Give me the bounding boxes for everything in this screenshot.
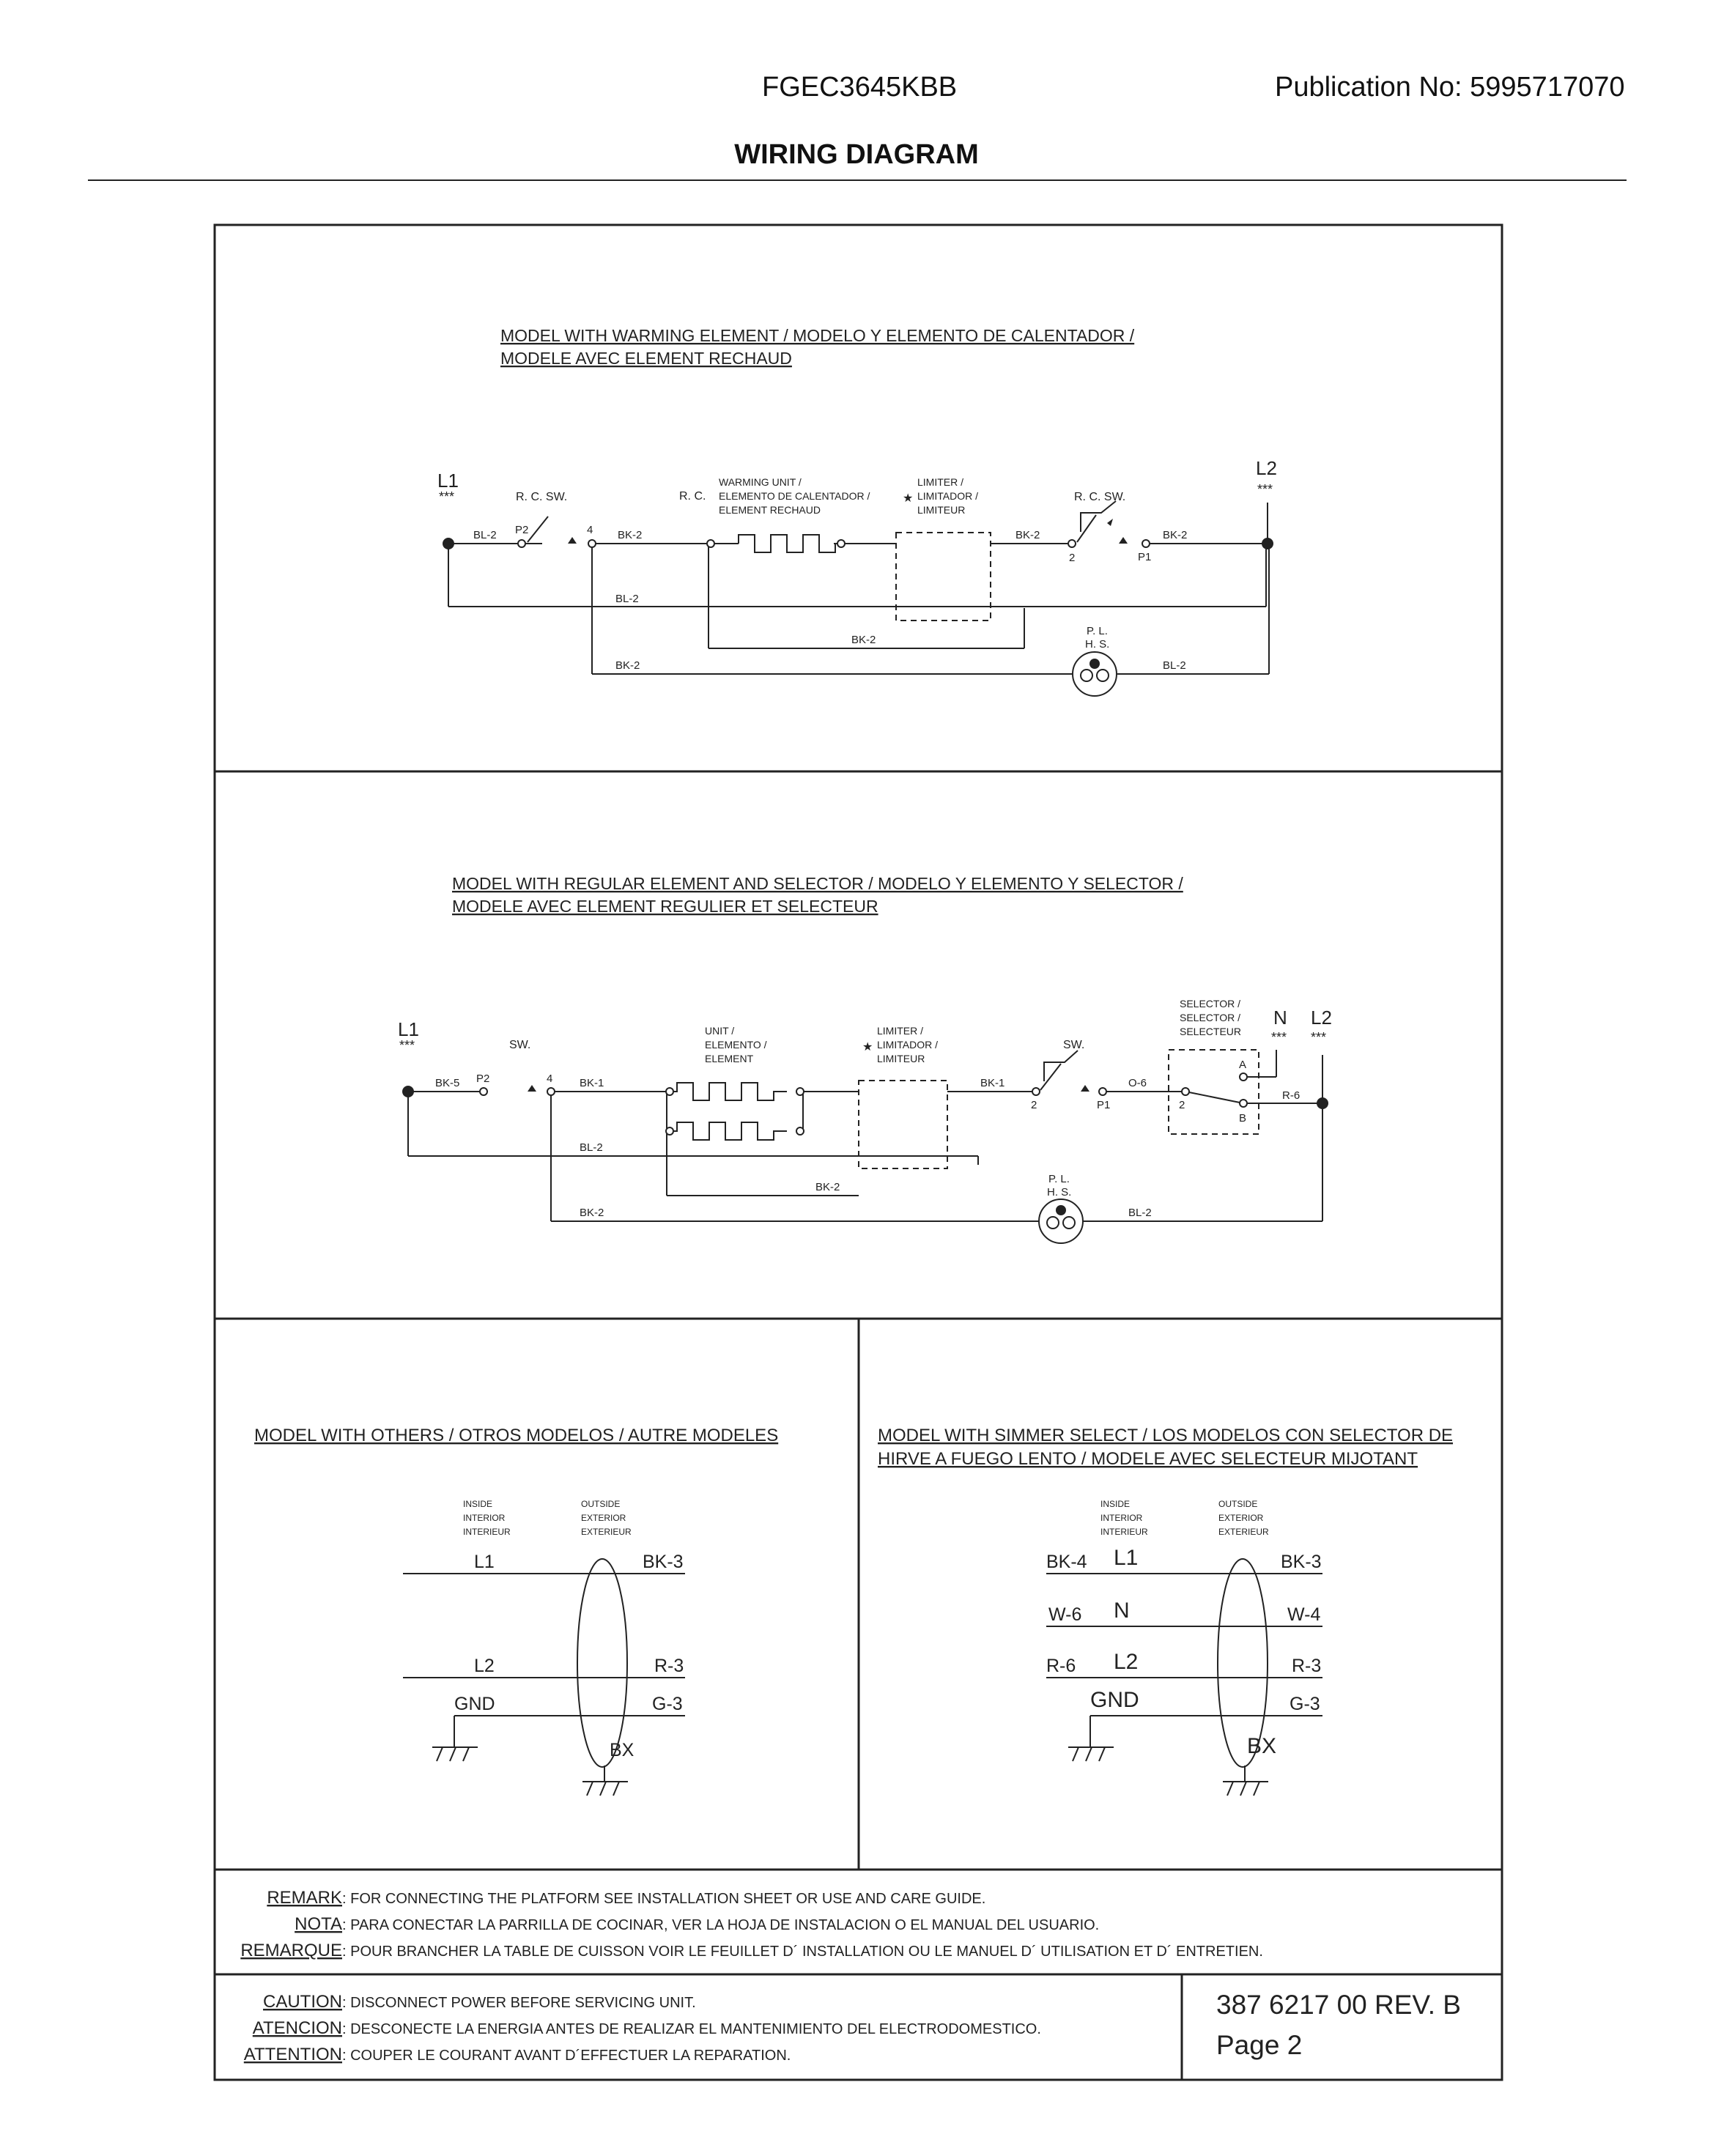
model-number: FGEC3645KBB <box>762 72 958 103</box>
atencion-text: : DESCONECTE LA ENERGIA ANTES DE REALIZAR EL MANTENIMIENTO DEL ELECTRODOMESTICO. <box>342 2021 1041 2037</box>
label-L2: L2 <box>1114 1650 1139 1674</box>
sw-label: SW. <box>509 1039 531 1051</box>
wire-label: BK-2 <box>618 529 643 541</box>
warming-unit-label: WARMING UNIT / <box>719 476 802 488</box>
pl-label: P. L. <box>1087 625 1108 637</box>
remark-key: REMARK <box>267 1888 342 1908</box>
caution-key: CAUTION <box>263 1992 342 2012</box>
wire-label: BL-2 <box>1128 1207 1152 1219</box>
p1-label: P1 <box>1138 551 1152 563</box>
label-GND: GND <box>1090 1688 1139 1712</box>
section1-heading-2: MODELE AVEC ELEMENT RECHAUD <box>500 349 792 368</box>
stars: *** <box>439 489 455 504</box>
attention-text: : COUPER LE COURANT AVANT D´EFFECTUER LA REPARATION. <box>342 2048 791 2064</box>
selector-label: SELECTOR / <box>1180 998 1240 1010</box>
limiter-label-3: LIMITEUR <box>877 1053 925 1064</box>
wire-label: BK-2 <box>1163 529 1188 541</box>
limiter-label-3: LIMITEUR <box>917 504 966 516</box>
remarque-text: : POUR BRANCHER LA TABLE DE CUISSON VOIR LE FEUILLET D´ INSTALLATION OU LE MANUEL D´ UTILISATION ET D´ ENTRETIEN. <box>342 1944 1263 1960</box>
remarque-key: REMARQUE <box>240 1941 342 1960</box>
p2-label: P2 <box>476 1073 490 1085</box>
page-title: WIRING DIAGRAM <box>734 139 979 170</box>
outside-label-3: EXTERIEUR <box>1218 1527 1269 1537</box>
label-BK-3: BK-3 <box>643 1552 684 1572</box>
label-BX: BX <box>1247 1734 1277 1758</box>
section3-heading: MODEL WITH OTHERS / OTROS MODELOS / AUTRE MODELES <box>254 1426 779 1445</box>
label-L2: L2 <box>474 1656 495 1676</box>
label-N: N <box>1114 1599 1130 1623</box>
p1-label: P1 <box>1097 1099 1111 1111</box>
section-regular-element-selector <box>398 874 1332 1243</box>
wire-label: BK-2 <box>1015 529 1040 541</box>
terminal-4: 4 <box>547 1073 553 1085</box>
label-R-3: R-3 <box>654 1656 684 1676</box>
p2-label: P2 <box>515 524 529 536</box>
outside-label-2: EXTERIOR <box>1218 1513 1264 1523</box>
label-GND: GND <box>454 1694 495 1714</box>
limiter-label-2: LIMITADOR / <box>877 1039 938 1051</box>
label-L1: L1 <box>474 1552 495 1572</box>
wire-label: BK-5 <box>435 1077 460 1089</box>
terminal-L2: L2 <box>1256 457 1277 479</box>
warming-unit-label-3: ELEMENT RECHAUD <box>719 504 821 516</box>
terminal-4: 4 <box>587 524 593 536</box>
terminal-L2: L2 <box>1311 1007 1332 1029</box>
section2-heading: MODEL WITH REGULAR ELEMENT AND SELECTOR / MODELO Y ELEMENTO Y SELECTOR / <box>452 874 1183 893</box>
limiter-label: LIMITER / <box>877 1025 924 1037</box>
wire-label: R-6 <box>1282 1089 1301 1102</box>
document-number: 387 6217 00 REV. B <box>1216 1990 1461 2020</box>
star-mark: ★ <box>862 1041 873 1053</box>
wire-label: BK-2 <box>851 634 876 646</box>
stars: *** <box>1257 482 1273 497</box>
terminal-N: N <box>1273 1007 1287 1029</box>
section-others <box>254 1426 778 1796</box>
limiter-label: LIMITER / <box>917 476 964 488</box>
nota-key: NOTA <box>295 1914 342 1934</box>
rc-sw-label-2: R. C. SW. <box>1074 491 1126 503</box>
section4-heading-2: HIRVE A FUEGO LENTO / MODELE AVEC SELECTEUR MIJOTANT <box>878 1449 1418 1469</box>
label-L1: L1 <box>1114 1546 1139 1570</box>
label-W-6: W-6 <box>1048 1604 1082 1625</box>
pl-label: P. L. <box>1048 1173 1070 1185</box>
nota-text: : PARA CONECTAR LA PARRILLA DE COCINAR, VER LA HOJA DE INSTALACION O EL MANUAL DEL USUARIO. <box>342 1917 1100 1933</box>
label-G-3: G-3 <box>1290 1694 1320 1714</box>
outside-label-2: EXTERIOR <box>581 1513 626 1523</box>
page-number: Page 2 <box>1216 2030 1303 2060</box>
inside-label-3: INTERIEUR <box>1100 1527 1148 1537</box>
inside-label: INSIDE <box>463 1499 493 1509</box>
terminal-B: B <box>1239 1112 1247 1125</box>
section2-heading-2: MODELE AVEC ELEMENT REGULIER ET SELECTEUR <box>452 897 878 916</box>
wire-label: BK-1 <box>980 1077 1005 1089</box>
rc-label: R. C. <box>679 490 706 503</box>
label-R-3: R-3 <box>1292 1656 1322 1676</box>
terminal-L1: L1 <box>437 470 459 492</box>
inside-label: INSIDE <box>1100 1499 1131 1509</box>
hs-label: H. S. <box>1047 1186 1072 1199</box>
publication-number: Publication No: 5995717070 <box>1275 72 1625 103</box>
wire-label: BL-2 <box>580 1141 603 1154</box>
wire-label: BK-1 <box>580 1077 604 1089</box>
caution-text: : DISCONNECT POWER BEFORE SERVICING UNIT. <box>342 1995 696 2011</box>
outside-label: OUTSIDE <box>1218 1499 1258 1509</box>
label-G-3: G-3 <box>652 1694 683 1714</box>
wire-label: O-6 <box>1128 1077 1147 1089</box>
section4-heading: MODEL WITH SIMMER SELECT / LOS MODELOS CON SELECTOR DE <box>878 1426 1454 1445</box>
wire-label: BK-2 <box>580 1207 604 1219</box>
stars: *** <box>1311 1030 1327 1045</box>
section1-heading: MODEL WITH WARMING ELEMENT / MODELO Y ELEMENTO DE CALENTADOR / <box>500 326 1135 345</box>
limiter-label-2: LIMITADOR / <box>917 490 978 502</box>
hs-label: H. S. <box>1085 638 1110 651</box>
wire-label: BL-2 <box>473 529 497 541</box>
terminal-2: 2 <box>1031 1099 1037 1111</box>
outside-label: OUTSIDE <box>581 1499 621 1509</box>
wire-label: BL-2 <box>615 593 639 605</box>
wire-label: BL-2 <box>1163 659 1186 672</box>
atencion-key: ATENCION <box>252 2018 342 2038</box>
inside-label-2: INTERIOR <box>1100 1513 1143 1523</box>
stars: *** <box>1271 1030 1287 1045</box>
unit-label-3: ELEMENT <box>705 1053 754 1064</box>
star-mark: ★ <box>903 492 914 505</box>
terminal-2: 2 <box>1069 552 1076 564</box>
section-warming-element <box>437 326 1277 696</box>
caution-block <box>244 1992 1041 2064</box>
rc-sw-label: R. C. SW. <box>516 491 568 503</box>
inside-label-2: INTERIOR <box>463 1513 506 1523</box>
label-BX: BX <box>610 1740 634 1760</box>
selector-label-3: SELECTEUR <box>1180 1026 1242 1037</box>
warming-unit-label-2: ELEMENTO DE CALENTADOR / <box>719 490 870 502</box>
label-BK-3: BK-3 <box>1281 1552 1322 1572</box>
inside-label-3: INTERIEUR <box>463 1527 511 1537</box>
selector-label-2: SELECTOR / <box>1180 1012 1240 1023</box>
unit-label: UNIT / <box>705 1025 735 1037</box>
label-R-6: R-6 <box>1046 1656 1076 1676</box>
label-W-4: W-4 <box>1287 1604 1321 1625</box>
wire-label: BK-2 <box>615 659 640 672</box>
terminal-2: 2 <box>1179 1099 1185 1111</box>
outside-label-3: EXTERIEUR <box>581 1527 632 1537</box>
label-BK-4: BK-4 <box>1046 1552 1087 1572</box>
wire-label: BK-2 <box>815 1181 840 1193</box>
sw-label-2: SW. <box>1063 1039 1085 1051</box>
unit-label-2: ELEMENTO / <box>705 1039 767 1051</box>
remarks-block <box>240 1888 1263 1960</box>
terminal-A: A <box>1239 1059 1247 1071</box>
remark-text: : FOR CONNECTING THE PLATFORM SEE INSTALLATION SHEET OR USE AND CARE GUIDE. <box>342 1891 986 1907</box>
terminal-L1: L1 <box>398 1018 419 1040</box>
attention-key: ATTENTION <box>243 2045 342 2064</box>
section-simmer-select <box>878 1426 1453 1796</box>
stars: *** <box>399 1038 415 1053</box>
